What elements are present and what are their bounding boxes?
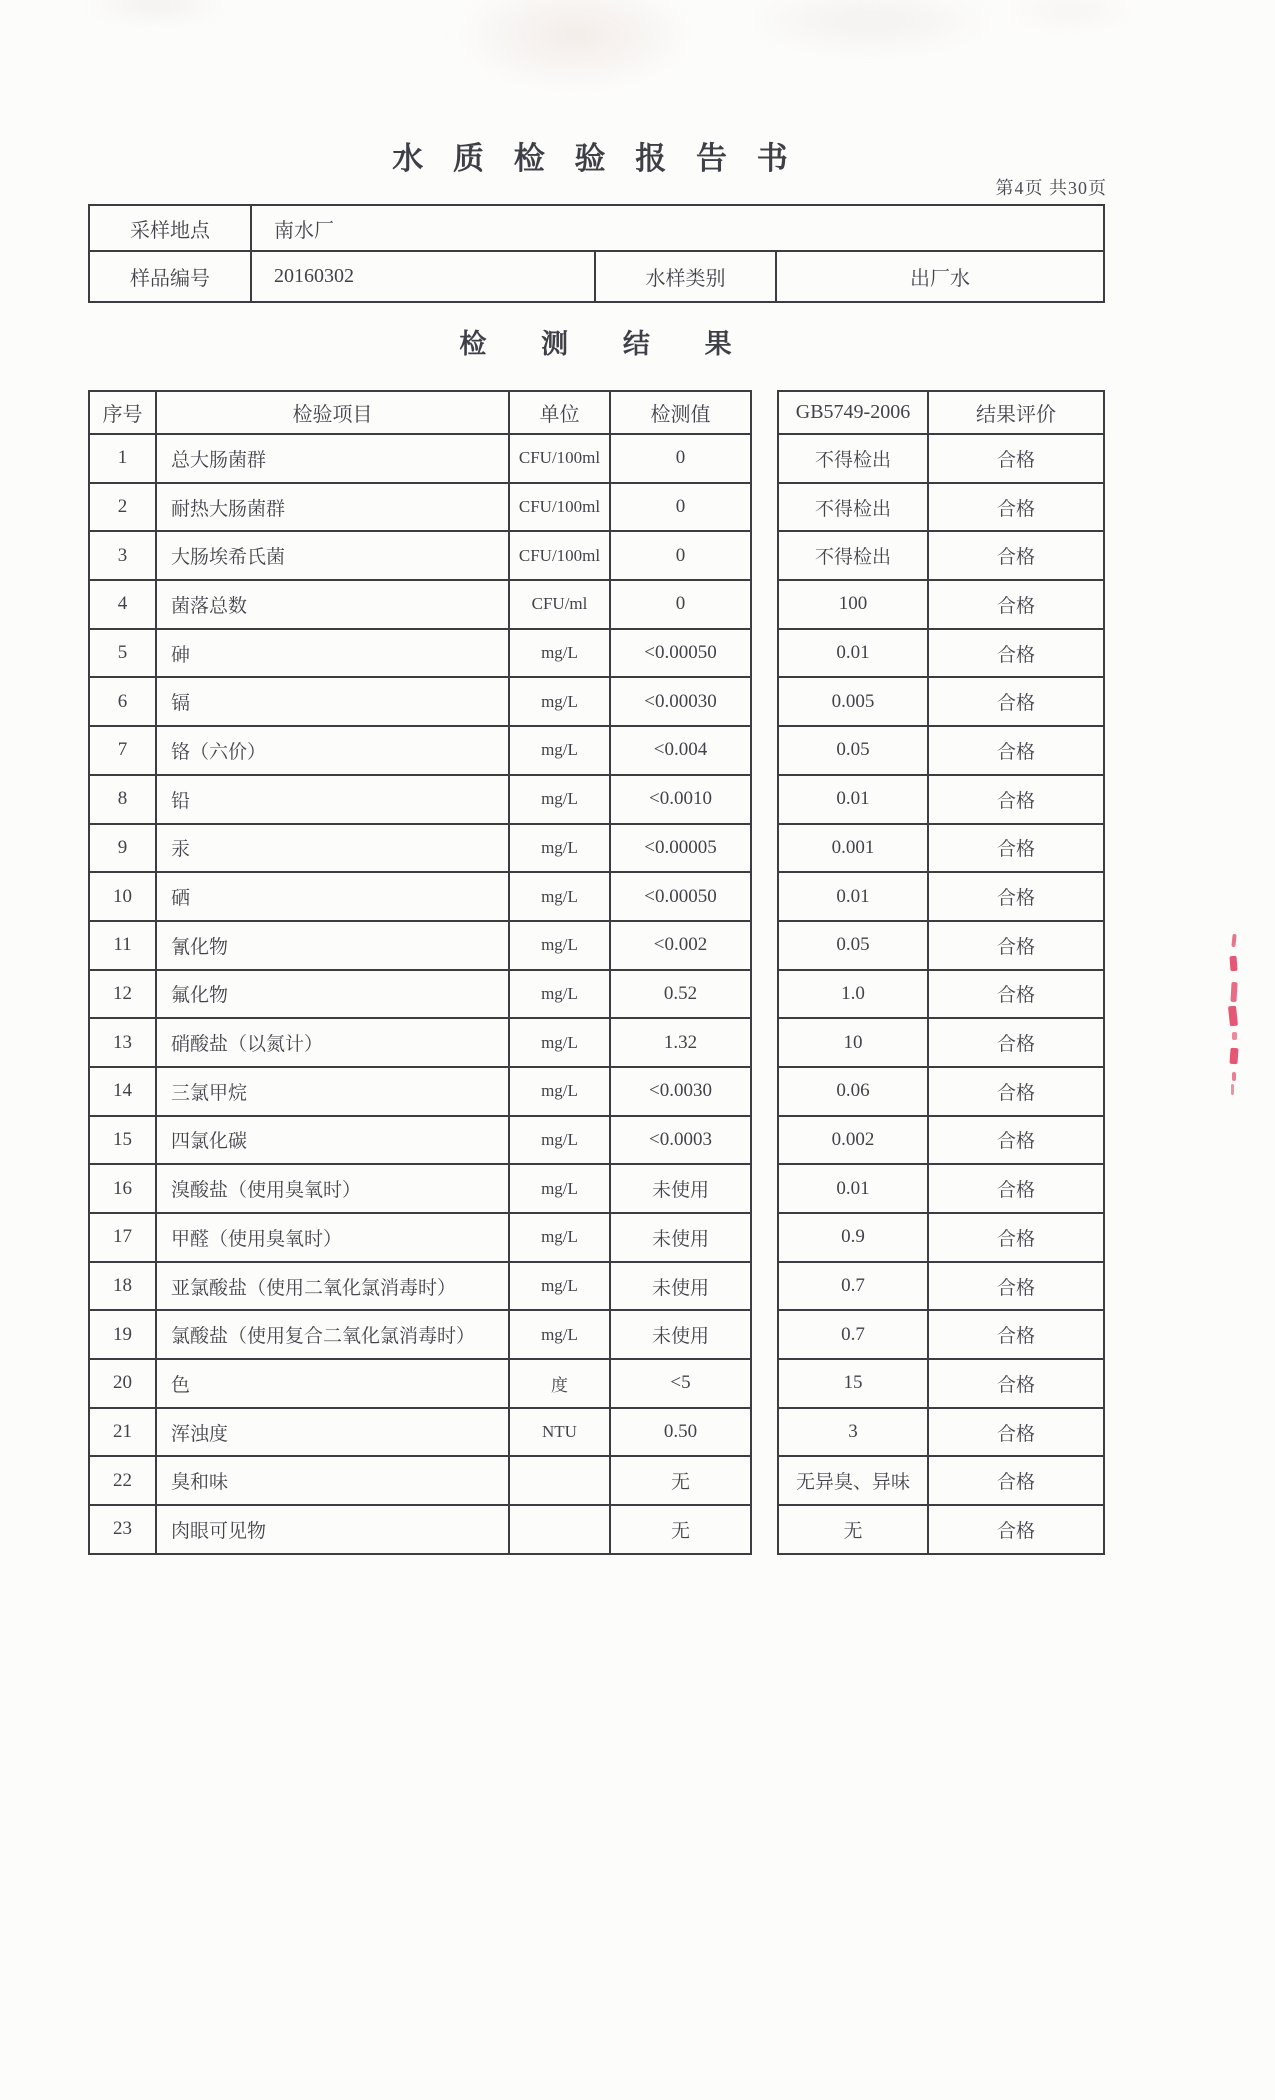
table-row <box>778 1262 1104 1311</box>
cell-no: 4 <box>89 580 156 629</box>
cell-no: 6 <box>89 677 156 726</box>
red-stamp-fragment <box>1231 934 1236 947</box>
cell-item: 砷 <box>156 629 509 678</box>
header-standard: GB5749-2006 <box>778 391 928 434</box>
cell-evaluation: 合格 <box>928 1310 1104 1359</box>
table-row <box>778 1116 1104 1165</box>
results-header-row <box>89 391 751 434</box>
cell-item: 大肠埃希氏菌 <box>156 531 509 580</box>
sample-location-label: 采样地点 <box>89 205 251 251</box>
cell-no: 15 <box>89 1116 156 1165</box>
cell-standard: 无 <box>778 1505 928 1554</box>
results-section <box>88 390 1103 1555</box>
table-row <box>89 629 751 678</box>
cell-standard: 15 <box>778 1359 928 1408</box>
cell-no: 21 <box>89 1408 156 1457</box>
cell-value: 0 <box>610 531 751 580</box>
cell-no: 8 <box>89 775 156 824</box>
cell-value: <0.00030 <box>610 677 751 726</box>
table-row <box>778 1067 1104 1116</box>
cell-unit: NTU <box>509 1408 610 1457</box>
cell-value: 未使用 <box>610 1213 751 1262</box>
table-row <box>89 824 751 873</box>
cell-evaluation: 合格 <box>928 1067 1104 1116</box>
document-title: 水 质 检 验 报 告 书 <box>392 141 799 176</box>
sample-number-value: 20160302 <box>251 251 595 302</box>
cell-standard: 1.0 <box>778 970 928 1019</box>
cell-standard: 0.005 <box>778 677 928 726</box>
cell-standard: 100 <box>778 580 928 629</box>
cell-evaluation: 合格 <box>928 1456 1104 1505</box>
cell-value: <0.0010 <box>610 775 751 824</box>
results-table-left-body <box>89 434 751 1554</box>
cell-value: <0.002 <box>610 921 751 970</box>
cell-value: <0.004 <box>610 726 751 775</box>
cell-no: 13 <box>89 1018 156 1067</box>
red-stamp-fragment <box>1228 1006 1238 1027</box>
header-no: 序号 <box>89 391 156 434</box>
cell-unit: mg/L <box>509 677 610 726</box>
cell-standard: 0.01 <box>778 629 928 678</box>
table-row <box>89 970 751 1019</box>
section-title: 检 测 结 果 <box>459 329 756 359</box>
cell-item: 臭和味 <box>156 1456 509 1505</box>
table-row <box>778 1164 1104 1213</box>
cell-standard: 3 <box>778 1408 928 1457</box>
red-stamp-fragment <box>1229 956 1237 971</box>
cell-unit: mg/L <box>509 1262 610 1311</box>
cell-item: 铅 <box>156 775 509 824</box>
cell-evaluation: 合格 <box>928 970 1104 1019</box>
cell-value: 0 <box>610 434 751 483</box>
cell-no: 3 <box>89 531 156 580</box>
table-row <box>89 1310 751 1359</box>
cell-no: 12 <box>89 970 156 1019</box>
cell-evaluation: 合格 <box>928 921 1104 970</box>
cell-value: 未使用 <box>610 1310 751 1359</box>
cell-evaluation: 合格 <box>928 434 1104 483</box>
sample-location-value: 南水厂 <box>251 205 1104 251</box>
cell-unit: mg/L <box>509 775 610 824</box>
header-unit: 单位 <box>509 391 610 434</box>
red-stamp-fragment <box>1232 1032 1237 1040</box>
cell-no: 23 <box>89 1505 156 1554</box>
results-header-row <box>778 391 1104 434</box>
cell-evaluation: 合格 <box>928 677 1104 726</box>
cell-standard: 0.7 <box>778 1262 928 1311</box>
cell-item: 甲醛（使用臭氧时） <box>156 1213 509 1262</box>
cell-evaluation: 合格 <box>928 726 1104 775</box>
cell-standard: 0.05 <box>778 726 928 775</box>
scan-smudge <box>80 0 230 18</box>
table-row <box>89 677 751 726</box>
cell-evaluation: 合格 <box>928 1018 1104 1067</box>
table-row <box>778 1456 1104 1505</box>
cell-standard: 不得检出 <box>778 531 928 580</box>
table-row <box>89 1408 751 1457</box>
cell-standard: 不得检出 <box>778 483 928 532</box>
header-value: 检测值 <box>610 391 751 434</box>
table-row <box>778 824 1104 873</box>
cell-no: 7 <box>89 726 156 775</box>
cell-standard: 0.001 <box>778 824 928 873</box>
cell-unit: CFU/100ml <box>509 483 610 532</box>
cell-item: 耐热大肠菌群 <box>156 483 509 532</box>
cell-no: 20 <box>89 1359 156 1408</box>
cell-evaluation: 合格 <box>928 775 1104 824</box>
cell-no: 5 <box>89 629 156 678</box>
cell-unit: mg/L <box>509 726 610 775</box>
table-row <box>89 434 751 483</box>
table-row <box>89 775 751 824</box>
cell-item: 溴酸盐（使用臭氧时） <box>156 1164 509 1213</box>
results-table-right-body <box>778 434 1104 1554</box>
table-row <box>778 1310 1104 1359</box>
sample-location-row <box>89 205 1104 251</box>
table-row <box>778 483 1104 532</box>
cell-evaluation: 合格 <box>928 580 1104 629</box>
sample-info-table <box>88 204 1105 303</box>
cell-standard: 0.06 <box>778 1067 928 1116</box>
sample-type-value: 出厂水 <box>776 251 1104 302</box>
cell-no: 10 <box>89 872 156 921</box>
cell-item: 氟化物 <box>156 970 509 1019</box>
cell-item: 氰化物 <box>156 921 509 970</box>
table-row <box>89 1456 751 1505</box>
red-stamp-fragment <box>1230 982 1237 1002</box>
cell-no: 18 <box>89 1262 156 1311</box>
table-row <box>778 1359 1104 1408</box>
table-row <box>778 531 1104 580</box>
table-row <box>89 1262 751 1311</box>
cell-evaluation: 合格 <box>928 1116 1104 1165</box>
cell-standard: 10 <box>778 1018 928 1067</box>
cell-item: 硒 <box>156 872 509 921</box>
cell-no: 11 <box>89 921 156 970</box>
cell-value: <0.00050 <box>610 629 751 678</box>
sample-number-row <box>89 251 1104 302</box>
cell-unit: CFU/ml <box>509 580 610 629</box>
scan-smudge <box>1000 0 1140 30</box>
table-row <box>778 1408 1104 1457</box>
table-row <box>778 775 1104 824</box>
cell-value: 无 <box>610 1456 751 1505</box>
cell-item: 三氯甲烷 <box>156 1067 509 1116</box>
red-stamp-fragments <box>1226 930 1242 1095</box>
cell-value: 1.32 <box>610 1018 751 1067</box>
table-row <box>89 1164 751 1213</box>
cell-value: 未使用 <box>610 1164 751 1213</box>
header-item: 检验项目 <box>156 391 509 434</box>
cell-unit: mg/L <box>509 629 610 678</box>
cell-evaluation: 合格 <box>928 1262 1104 1311</box>
cell-item: 菌落总数 <box>156 580 509 629</box>
header-evaluation: 结果评价 <box>928 391 1104 434</box>
cell-unit: mg/L <box>509 921 610 970</box>
cell-value: <0.0030 <box>610 1067 751 1116</box>
table-row <box>89 1018 751 1067</box>
cell-evaluation: 合格 <box>928 1164 1104 1213</box>
cell-no: 2 <box>89 483 156 532</box>
sample-type-label: 水样类别 <box>595 251 776 302</box>
table-row <box>89 580 751 629</box>
cell-value: 0.52 <box>610 970 751 1019</box>
cell-evaluation: 合格 <box>928 1213 1104 1262</box>
cell-no: 22 <box>89 1456 156 1505</box>
cell-item: 色 <box>156 1359 509 1408</box>
cell-item: 氯酸盐（使用复合二氧化氯消毒时） <box>156 1310 509 1359</box>
table-row <box>778 726 1104 775</box>
cell-value: 无 <box>610 1505 751 1554</box>
table-row <box>778 677 1104 726</box>
cell-evaluation: 合格 <box>928 1359 1104 1408</box>
cell-no: 17 <box>89 1213 156 1262</box>
cell-value: <0.0003 <box>610 1116 751 1165</box>
cell-value: 0 <box>610 483 751 532</box>
cell-standard: 不得检出 <box>778 434 928 483</box>
table-row <box>778 434 1104 483</box>
cell-value: 0.50 <box>610 1408 751 1457</box>
table-row <box>778 629 1104 678</box>
table-row <box>89 483 751 532</box>
cell-item: 亚氯酸盐（使用二氧化氯消毒时） <box>156 1262 509 1311</box>
results-table-left <box>88 390 752 1555</box>
cell-standard: 0.01 <box>778 1164 928 1213</box>
cell-evaluation: 合格 <box>928 824 1104 873</box>
cell-standard: 0.9 <box>778 1213 928 1262</box>
table-row <box>778 872 1104 921</box>
table-row <box>778 970 1104 1019</box>
results-table-right <box>777 390 1105 1555</box>
cell-evaluation: 合格 <box>928 1505 1104 1554</box>
cell-standard: 无异臭、异味 <box>778 1456 928 1505</box>
table-row <box>89 726 751 775</box>
cell-unit: mg/L <box>509 1067 610 1116</box>
table-row <box>89 1359 751 1408</box>
cell-no: 14 <box>89 1067 156 1116</box>
red-stamp-fragment <box>1229 1048 1238 1065</box>
cell-value: <0.00050 <box>610 872 751 921</box>
red-stamp-fragment <box>1231 1084 1234 1095</box>
table-row <box>89 1213 751 1262</box>
red-stamp-fragment <box>1232 1072 1236 1081</box>
cell-unit: mg/L <box>509 1310 610 1359</box>
table-row <box>89 531 751 580</box>
page-number: 第4页 共30页 <box>995 178 1107 198</box>
cell-unit: CFU/100ml <box>509 531 610 580</box>
cell-item: 四氯化碳 <box>156 1116 509 1165</box>
cell-item: 肉眼可见物 <box>156 1505 509 1554</box>
cell-unit: mg/L <box>509 1116 610 1165</box>
cell-unit: mg/L <box>509 824 610 873</box>
cell-unit <box>509 1456 610 1505</box>
table-row <box>778 1213 1104 1262</box>
cell-unit: mg/L <box>509 970 610 1019</box>
cell-item: 浑浊度 <box>156 1408 509 1457</box>
cell-unit: mg/L <box>509 1213 610 1262</box>
cell-no: 16 <box>89 1164 156 1213</box>
cell-unit: mg/L <box>509 1018 610 1067</box>
cell-item: 铬（六价） <box>156 726 509 775</box>
cell-no: 1 <box>89 434 156 483</box>
cell-no: 19 <box>89 1310 156 1359</box>
cell-unit: mg/L <box>509 1164 610 1213</box>
cell-evaluation: 合格 <box>928 483 1104 532</box>
cell-unit <box>509 1505 610 1554</box>
scan-smudge <box>740 0 1000 56</box>
table-row <box>778 580 1104 629</box>
cell-evaluation: 合格 <box>928 872 1104 921</box>
table-row <box>89 872 751 921</box>
table-row <box>89 1505 751 1554</box>
table-row <box>89 921 751 970</box>
cell-evaluation: 合格 <box>928 1408 1104 1457</box>
cell-evaluation: 合格 <box>928 629 1104 678</box>
cell-standard: 0.05 <box>778 921 928 970</box>
cell-value: 未使用 <box>610 1262 751 1311</box>
cell-unit: mg/L <box>509 872 610 921</box>
cell-value: <5 <box>610 1359 751 1408</box>
table-row <box>778 1505 1104 1554</box>
cell-item: 镉 <box>156 677 509 726</box>
cell-no: 9 <box>89 824 156 873</box>
cell-value: 0 <box>610 580 751 629</box>
cell-unit: CFU/100ml <box>509 434 610 483</box>
cell-item: 硝酸盐（以氮计） <box>156 1018 509 1067</box>
table-row <box>89 1067 751 1116</box>
cell-standard: 0.002 <box>778 1116 928 1165</box>
table-row <box>778 1018 1104 1067</box>
table-row <box>89 1116 751 1165</box>
cell-standard: 0.7 <box>778 1310 928 1359</box>
scan-smudge <box>455 0 695 90</box>
cell-value: <0.00005 <box>610 824 751 873</box>
cell-item: 汞 <box>156 824 509 873</box>
cell-item: 总大肠菌群 <box>156 434 509 483</box>
cell-standard: 0.01 <box>778 775 928 824</box>
sample-number-label: 样品编号 <box>89 251 251 302</box>
cell-unit: 度 <box>509 1359 610 1408</box>
cell-standard: 0.01 <box>778 872 928 921</box>
cell-evaluation: 合格 <box>928 531 1104 580</box>
table-row <box>778 921 1104 970</box>
